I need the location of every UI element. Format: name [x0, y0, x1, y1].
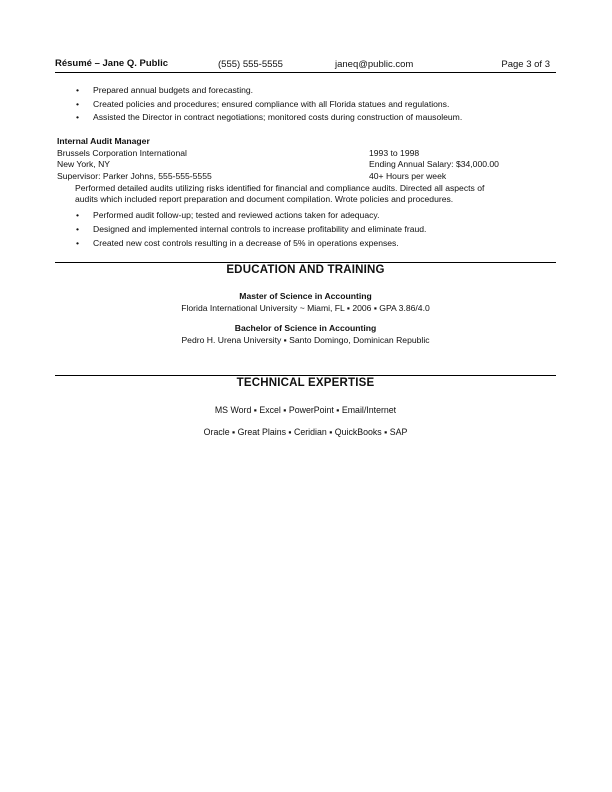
section-divider — [55, 262, 556, 263]
job-supervisor: Supervisor: Parker Johns, 555-555-5555 — [57, 170, 212, 181]
job-description-line: audits which included report preparation and document compilation. Wrote policies and procedures. — [75, 194, 454, 205]
list-item: • Assisted the Director in contract negotiations; monitored costs during construction of mausoleum. — [75, 111, 462, 125]
job-hours: 40+ Hours per week — [369, 170, 447, 181]
list-item: • Performed audit follow-up; tested and reviewed actions taken for adequacy. — [75, 208, 426, 222]
list-item: • Created new cost controls resulting in a decrease of 5% in operations expenses. — [75, 236, 426, 250]
degree-detail: Florida International University ~ Miami, FL ▪ 2006 ▪ GPA 3.86/4.0 — [181, 302, 430, 313]
job-description-line: Performed detailed audits utilizing risks identified for financial and compliance audits. Directed all aspects of — [75, 183, 485, 193]
degree-title: Master of Science in Accounting — [239, 291, 372, 301]
job-row — [57, 171, 557, 183]
degree-detail: Pedro H. Urena University ▪ Santo Domingo, Dominican Republic — [181, 334, 430, 345]
job-row — [57, 148, 557, 160]
job-dates: 1993 to 1998 — [369, 147, 420, 158]
header-phone: (555) 555-5555 — [218, 59, 283, 70]
list-item: • Designed and implemented internal controls to increase profitability and eliminate fraud. — [75, 222, 426, 236]
job-description — [75, 183, 560, 206]
header-divider — [55, 72, 556, 73]
section-divider — [55, 375, 556, 376]
list-item: • Prepared annual budgets and forecasting. — [75, 84, 462, 98]
page-number: Page 3 of 3 — [501, 59, 550, 70]
job-title: Internal Audit Manager — [57, 136, 150, 146]
list-item: • Created policies and procedures; ensured compliance with all Florida statues and regulations. — [75, 98, 462, 112]
skills-line: MS Word ▪ Excel ▪ PowerPoint ▪ Email/Internet — [214, 405, 397, 415]
job-location: New York, NY — [57, 159, 111, 169]
page-header — [55, 58, 555, 72]
header-name: Résumé – Jane Q. Public — [55, 58, 168, 69]
skills-line: Oracle ▪ Great Plains ▪ Ceridian ▪ QuickBooks ▪ SAP — [203, 427, 408, 437]
job-salary: Ending Annual Salary: $34,000.00 — [369, 159, 499, 169]
header-email: janeq@public.com — [335, 59, 414, 70]
job-bullets — [75, 208, 426, 250]
job-company: Brussels Corporation International — [57, 147, 187, 158]
previous-job-bullets — [75, 84, 462, 125]
technical-heading: TECHNICAL EXPERTISE — [236, 377, 375, 389]
degree-entry — [55, 323, 556, 346]
degree-title: Bachelor of Science in Accounting — [234, 323, 377, 333]
job-row — [57, 159, 557, 171]
job-entry — [57, 136, 557, 182]
education-heading: EDUCATION AND TRAINING — [226, 264, 385, 276]
degree-entry — [55, 291, 556, 314]
